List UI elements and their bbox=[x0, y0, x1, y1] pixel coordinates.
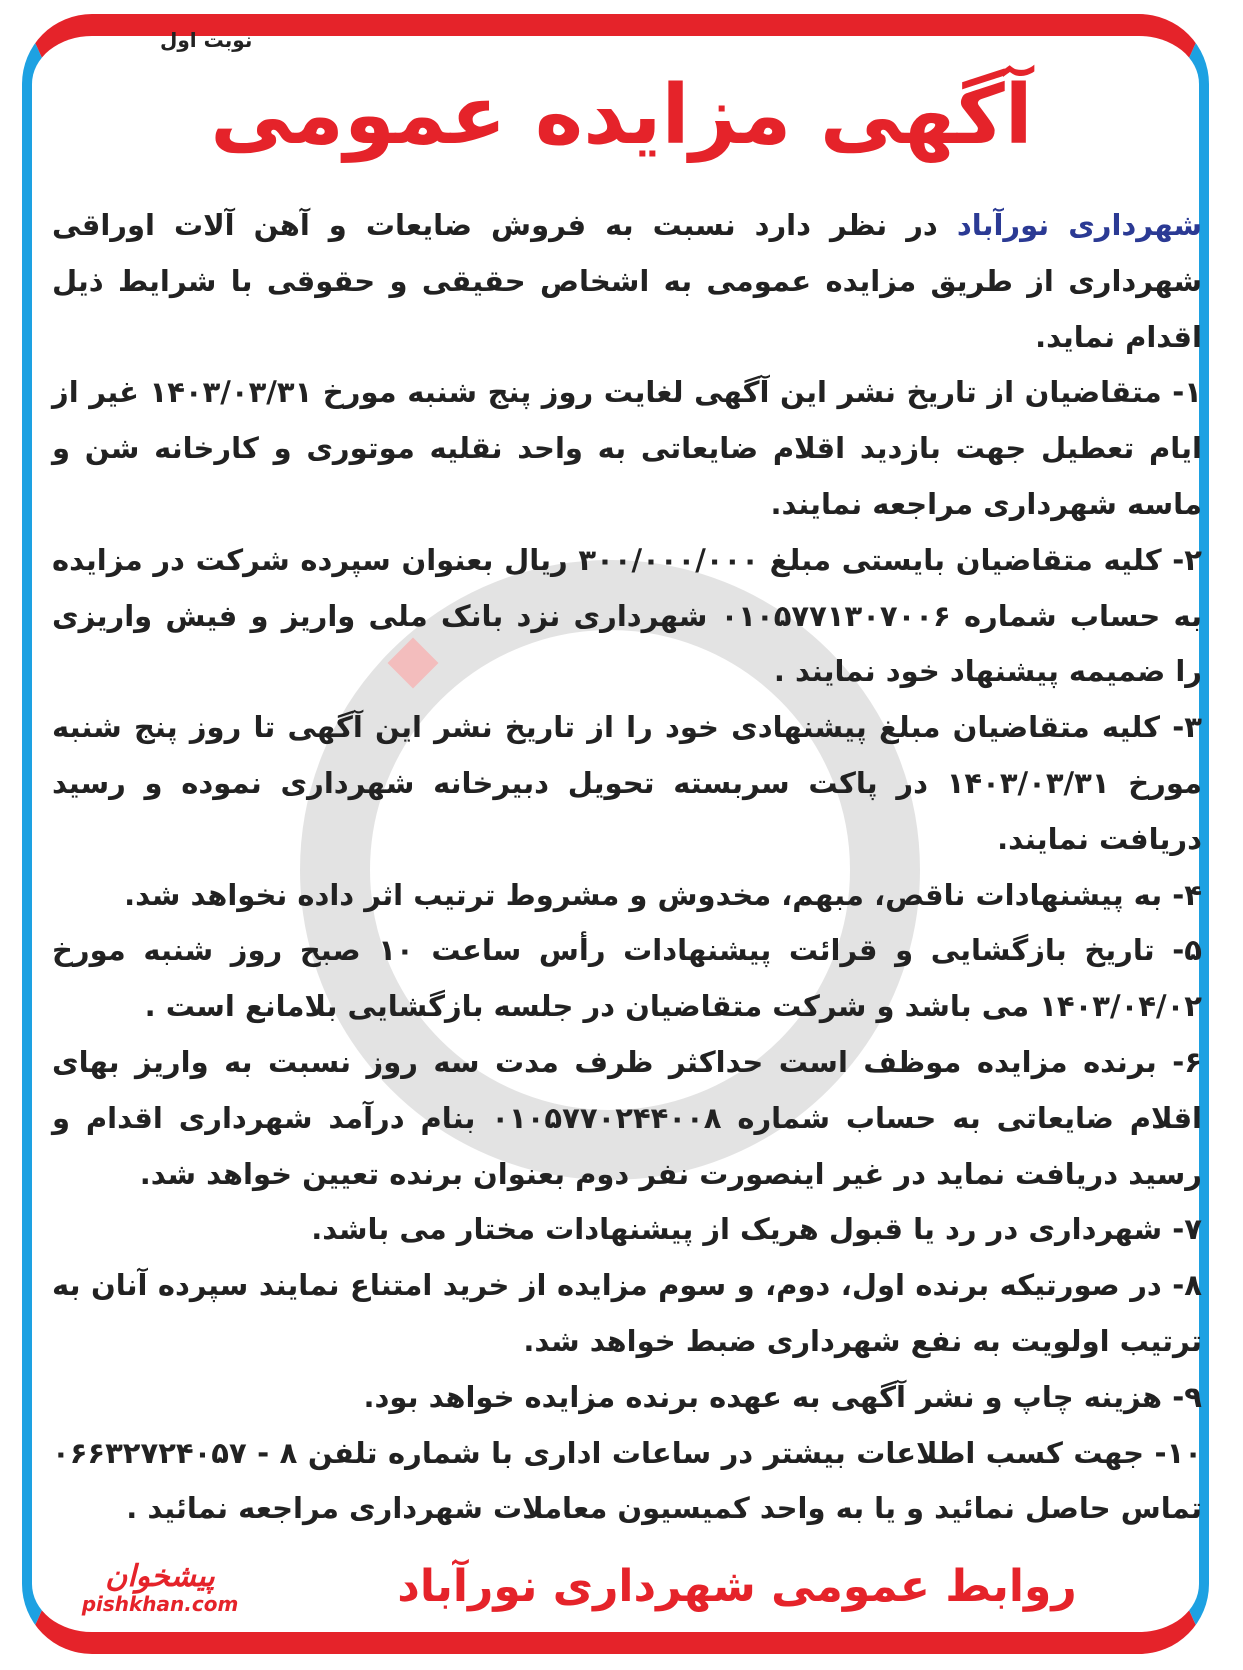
org-name: شهرداری نورآباد bbox=[956, 208, 1202, 242]
intro-text: در نظر دارد نسبت به فروش ضایعات و آهن آلات اوراقی شهرداری از طریق مزایده عمومی به اشخاص حقیقی و حقوقی با شرایط ذیل اقدام نماید. bbox=[52, 208, 1202, 354]
pishkhan-logo bbox=[60, 1560, 260, 1615]
pishkhan-logo-fa: پیشخوان bbox=[105, 1559, 215, 1594]
footer-signature: روابط عمومی شهرداری نورآباد bbox=[397, 1561, 1077, 1613]
condition-item: ۳- کلیه متقاضیان مبلغ پیشنهادی خود را از تاریخ نشر این آگهی تا روز پنج شنبه مورخ ۱۴۰۳/۰۳/۳۱ در پاکت سربسته تحویل دبیرخانه شهرداری نموده و رسید دریافت نمایند. bbox=[52, 710, 1202, 856]
condition-item: ۲- کلیه متقاضیان بایستی مبلغ ۳۰۰/۰۰۰/۰۰۰ ریال بعنوان سپرده شرکت در مزایده به حساب شماره ۰۱۰۵۷۷۱۳۰۷۰۰۶ شهرداری نزد بانک ملی واریز و فیش واریزی را ضمیمه پیشنهاد خود نمایند . bbox=[52, 542, 1202, 689]
condition-item: ۵- تاریخ بازگشایی و قرائت پیشنهادات رأس ساعت ۱۰ صبح روز شنبه مورخ ۱۴۰۳/۰۴/۰۲ می باشد و شرکت متقاضیان در جلسه بازگشایی بلامانع است . bbox=[52, 933, 1202, 1024]
round-label: نوبت اول bbox=[160, 28, 253, 52]
condition-item: ۱- متقاضیان از تاریخ نشر این آگهی لغایت روز پنج شنبه مورخ ۱۴۰۳/۰۳/۳۱ غیر از ایام تعطیل جهت بازدید اقلام ضایعاتی به واحد نقلیه موتوری و کارخانه شن و ماسه شهرداری مراجعه نمایند. bbox=[52, 375, 1202, 521]
condition-item: ۹- هزینه چاپ و نشر آگهی به عهده برنده مزایده خواهد بود. bbox=[363, 1379, 1202, 1414]
intro-paragraph bbox=[52, 198, 1202, 365]
condition-item: ۶- برنده مزایده موظف است حداکثر ظرف مدت سه روز نسبت به واریز بهای اقلام ضایعاتی به حساب شماره ۰۱۰۵۷۷۰۲۴۴۰۰۸ بنام درآمد شهرداری اقدام و رسید دریافت نماید در غیر اینصورت نفر دوم بعنوان برنده تعیین خواهد شد. bbox=[52, 1044, 1202, 1191]
page-title: آگهی مزایده عمومی bbox=[210, 68, 1033, 163]
condition-item: ۸- در صورتیکه برنده اول، دوم، و سوم مزایده از خرید امتناع نمایند سپرده آنان به ترتیب اولویت به نفع شهرداری ضبط خواهد شد. bbox=[52, 1268, 1202, 1358]
condition-item: ۱۰- جهت کسب اطلاعات بیشتر در ساعات اداری با شماره تلفن ۸ - ۰۶۶۳۲۷۲۴۰۵۷ تماس حاصل نمائید و یا به واحد کمیسیون معاملات شهرداری مراجعه نمائید . bbox=[52, 1435, 1202, 1526]
condition-item: ۴- به پیشنهادات ناقص، مبهم، مخدوش و مشروط ترتیب اثر داده نخواهد شد. bbox=[124, 877, 1202, 912]
ad-body bbox=[52, 198, 1202, 1537]
condition-item: ۷- شهرداری در رد یا قبول هریک از پیشنهادات مختار می باشد. bbox=[311, 1212, 1202, 1247]
pishkhan-logo-en: pishkhan.com bbox=[81, 1592, 239, 1616]
